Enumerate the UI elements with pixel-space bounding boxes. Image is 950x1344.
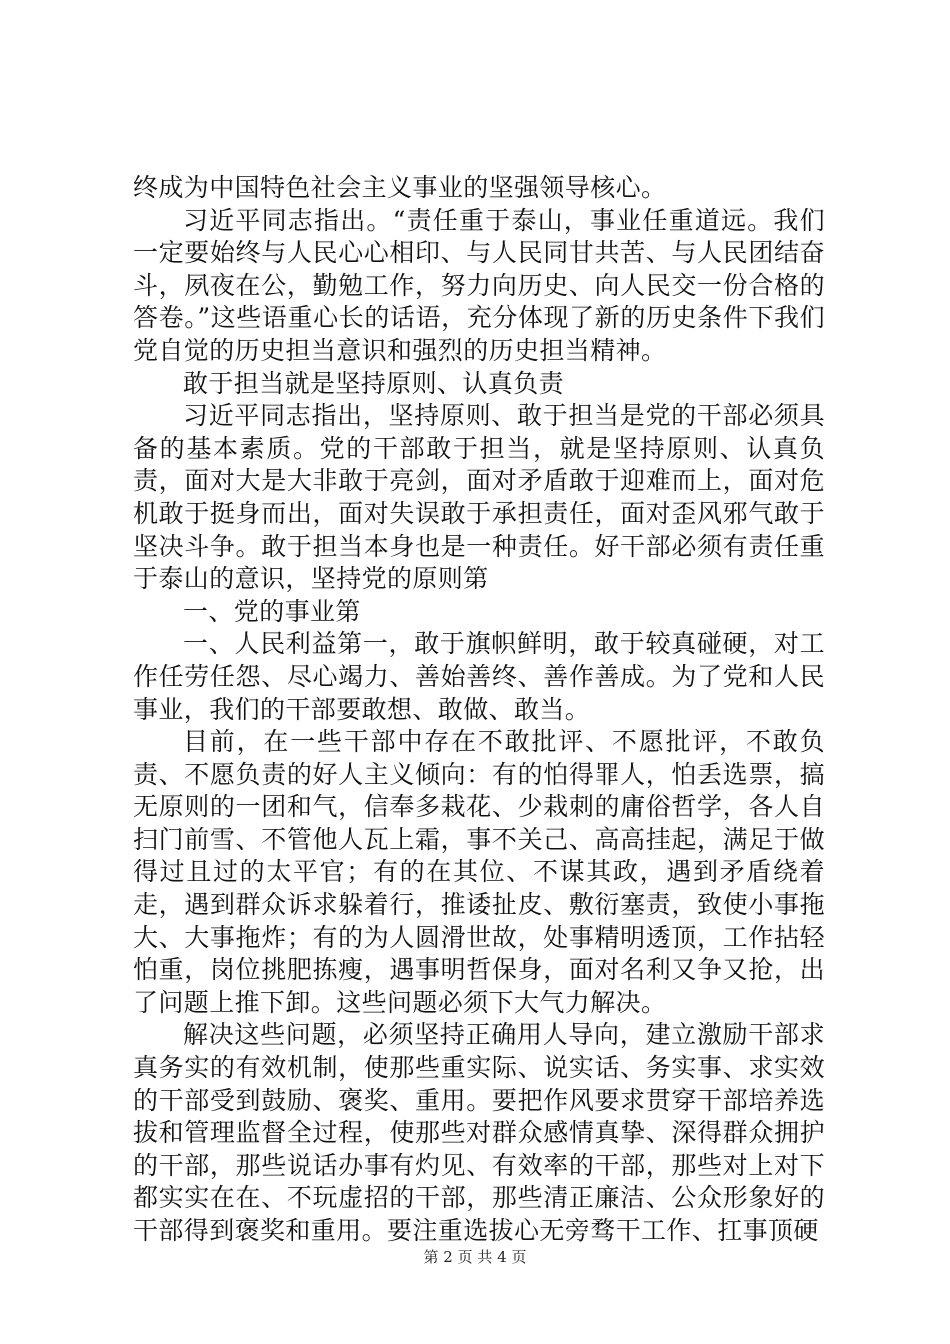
page-number-label: 第 2 页 共 4 页 (423, 1248, 527, 1266)
document-body (133, 172, 825, 1248)
paragraph: 一、人民利益第一，敢于旗帜鲜明，敢于较真碰硬，对工作任劳任怨、尽心竭力、善始善终、善作善成。为了党和人民事业，我们的干部要敢想、敢做、敢当。 (133, 629, 825, 724)
page-footer (0, 1247, 950, 1267)
paragraph: 习近平同志指出。“责任重于泰山，事业任重道远。我们一定要始终与人民心心相印、与人民同甘共苦、与人民团结奋斗，夙夜在公，勤勉工作，努力向历史、向人民交一份合格的答卷。”这些语重心长的话语，充分体现了新的历史条件下我们党自觉的历史担当意识和强烈的历史担当精神。 (133, 205, 825, 365)
section-heading: 敢于担当就是坚持原则、认真负责 (183, 368, 565, 398)
paragraph: 一、党的事业第 (183, 596, 361, 626)
paragraph: 目前，在一些干部中存在不敢批评、不愿批评，不敢负责、不愿负责的好人主义倾向：有的怕得罪人，怕丢选票，搞无原则的一团和气，信奉多栽花、少栽刺的庸俗哲学，各人自扫门前雪、不管他人瓦上霜，事不关己、高高挂起，满足于做得过且过的太平官；有的在其位、不谋其政，遇到矛盾绕着走，遇到群众诉求躲着行，推诿扯皮、敷衍塞责，致使小事拖大、大事拖炸；有的为人圆滑世故，处事精明透顶，工作拈轻怕重，岗位挑肥拣瘦，遇事明哲保身，面对名利又争又抢，出了问题上推下卸。这些问题必须下大气力解决。 (133, 727, 825, 1017)
paragraph: 解决这些问题，必须坚持正确用人导向，建立激励干部求真务实的有效机制，使那些重实际、说实话、务实事、求实效的干部受到鼓励、褒奖、重用。要把作风要求贯穿干部培养选拔和管理监督全过程，使那些对群众感情真挚、深得群众拥护的干部，那些说话办事有灼见、有效率的干部，那些对上对下都实实在在、不玩虚招的干部，那些清正廉洁、公众形象好的干部得到褒奖和重用。要注重选拔心无旁骛干工作、扛事顶硬 (133, 1020, 825, 1245)
paragraph: 终成为中国特色社会主义事业的坚强领导核心。 (133, 173, 667, 202)
paragraph: 习近平同志指出，坚持原则、敢于担当是党的干部必须具备的基本素质。党的干部敢于担当，就是坚持原则、认真负责，面对大是大非敢于亮剑，面对矛盾敢于迎难而上，面对危机敢于挺身而出，面对失误敢于承担责任，面对歪风邪气敢于坚决斗争。敢于担当本身也是一种责任。好干部必须有责任重于泰山的意识，坚持党的原则第 (133, 401, 825, 594)
